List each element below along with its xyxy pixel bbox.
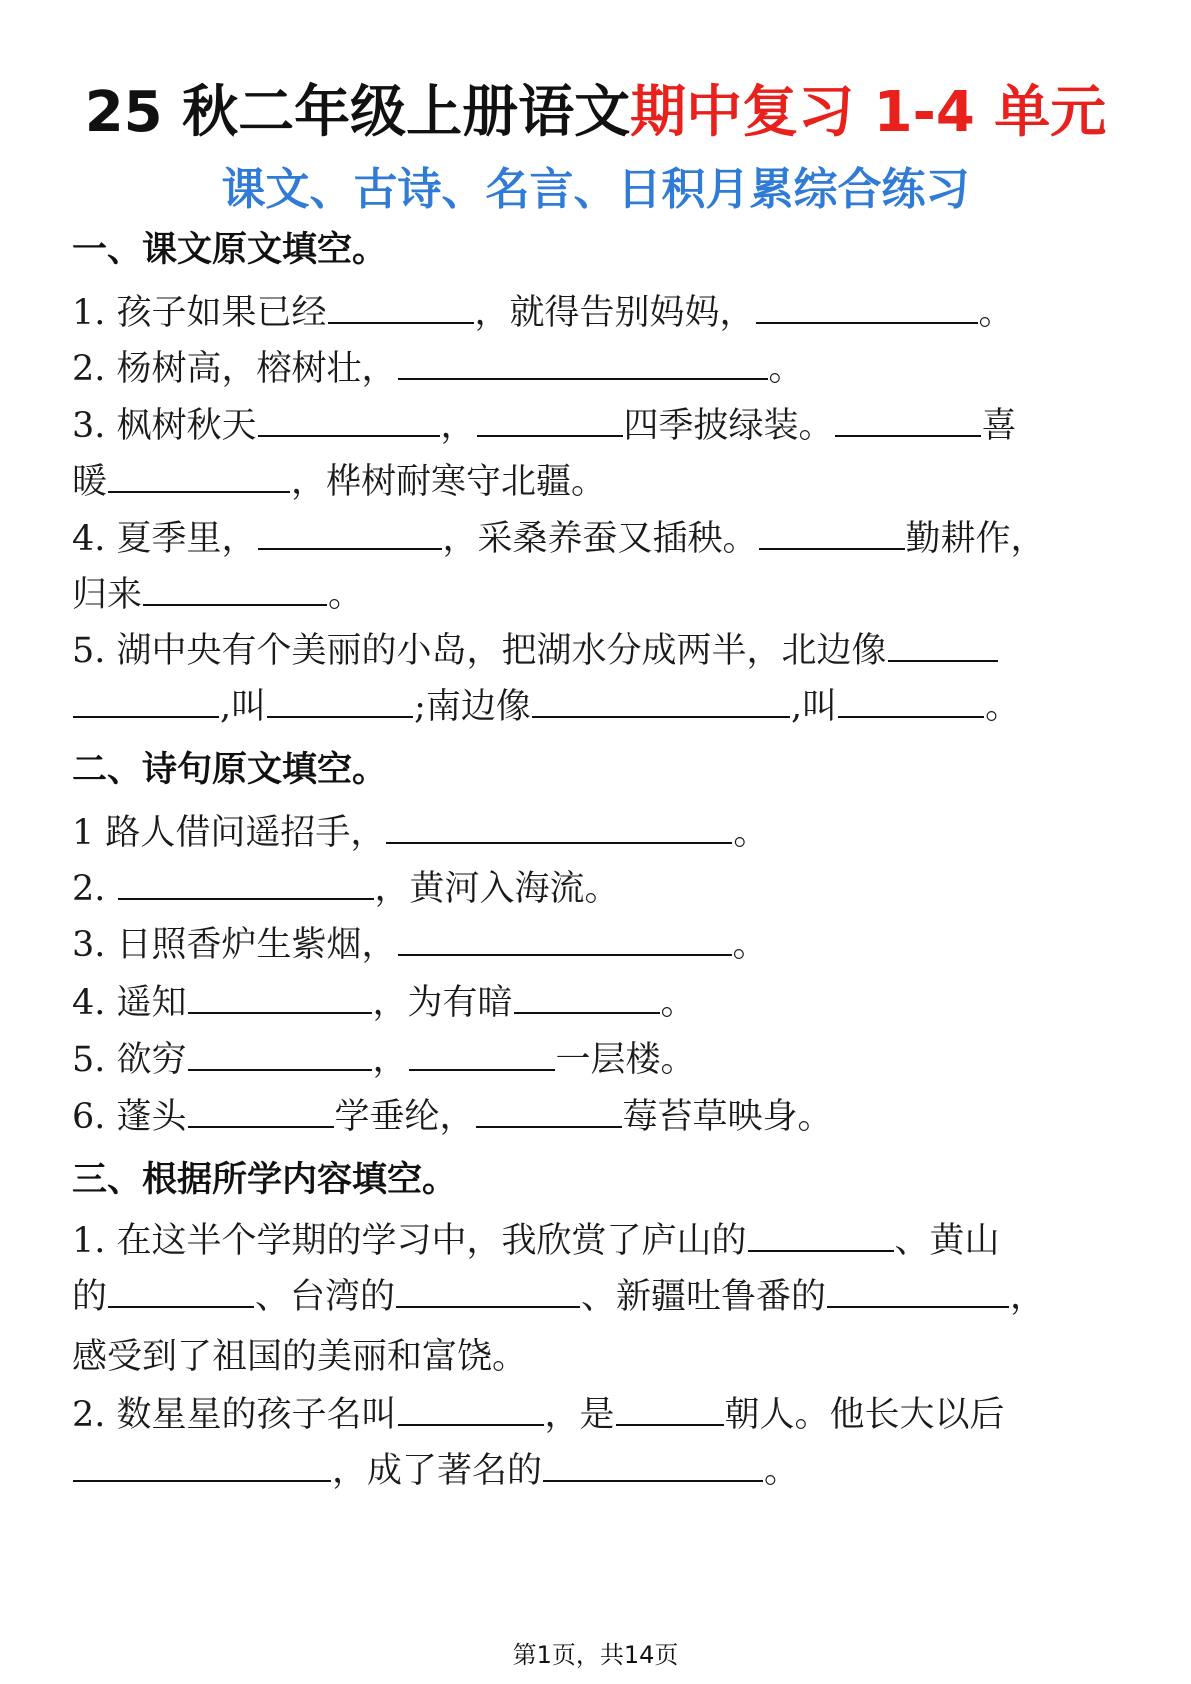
s1-question-1 (72, 290, 1014, 336)
answer-blank[interactable] (188, 1094, 334, 1128)
s1-question-4-line1 (72, 516, 1046, 562)
q-text: 。 (328, 575, 364, 615)
page-footer: 第1页，共14页 (512, 1641, 679, 1669)
s2-question-3 (72, 922, 768, 968)
q-text: ，采桑养蚕又插秧。 (442, 519, 758, 559)
q-text: ，黄河入海流。 (374, 869, 620, 909)
q-text: 。 (732, 925, 768, 965)
q-text: 4. 遥知 (72, 983, 187, 1023)
answer-blank[interactable] (188, 1037, 372, 1071)
q-text: 4. 夏季里， (72, 519, 257, 559)
q-text: 3. 日照香炉生紫烟， (72, 925, 397, 965)
answer-blank[interactable] (143, 572, 327, 606)
answer-blank[interactable] (748, 1218, 894, 1252)
answer-blank[interactable] (108, 459, 290, 493)
answer-blank[interactable] (827, 1274, 1009, 1308)
answer-blank[interactable] (476, 1094, 622, 1128)
answer-blank[interactable] (398, 1392, 544, 1426)
answer-blank[interactable] (477, 403, 623, 437)
answer-blank[interactable] (888, 628, 998, 662)
s1-question-5-line2 (72, 684, 1020, 730)
q-text: 。 (764, 1451, 800, 1491)
q-text: ,叫 (220, 687, 267, 727)
q-text: 5. 湖中央有个美丽的小岛，把湖水分成两半，北边像 (72, 631, 887, 671)
answer-blank[interactable] (108, 1274, 254, 1308)
answer-blank[interactable] (838, 684, 984, 718)
s1-question-4-line2 (72, 572, 363, 618)
title-black-part: 25 秋二年级上册语文 (84, 80, 631, 145)
section2-heading: 二、诗句原文填空。 (72, 750, 388, 790)
q-text: ，就得告别妈妈， (474, 293, 755, 333)
q-text: 喜 (981, 406, 1017, 446)
answer-blank[interactable] (398, 922, 732, 956)
q-text: 1. 孩子如果已经 (72, 293, 327, 333)
q-text: 学垂纶， (334, 1097, 475, 1137)
q-text: 归来 (72, 575, 143, 615)
q-text: 感受到了祖国的美丽和富饶。 (72, 1337, 528, 1377)
q-text: ，桦树耐寒守北疆。 (291, 462, 607, 502)
q-text: 。 (660, 983, 696, 1023)
q-text: 。 (768, 349, 804, 389)
s1-question-5-line1 (72, 628, 999, 674)
q-text: ， (372, 1040, 408, 1080)
q-text: 、黄山 (894, 1221, 1000, 1261)
page-title (0, 78, 1191, 148)
answer-blank[interactable] (258, 516, 442, 550)
answer-blank[interactable] (409, 1037, 555, 1071)
answer-blank[interactable] (73, 1448, 331, 1482)
s1-question-3-line2 (72, 459, 606, 505)
section1-heading: 一、课文原文填空。 (72, 230, 388, 270)
q-text: ,叫 (790, 687, 838, 727)
q-text: 2. 数星星的孩子名叫 (72, 1395, 397, 1435)
page-subtitle: 课文、古诗、名言、日积月累综合练习 (221, 164, 970, 215)
title-red-part: 期中复习 1-4 单元 (630, 80, 1107, 145)
section3-heading: 三、根据所学内容填空。 (72, 1160, 458, 1200)
q-text: ，为有暗 (372, 983, 513, 1023)
answer-blank[interactable] (328, 290, 474, 324)
answer-blank[interactable] (118, 866, 374, 900)
s3-question-1-line3 (72, 1334, 527, 1380)
q-text: ，是 (544, 1395, 615, 1435)
q-text: 一层楼。 (555, 1040, 696, 1080)
q-text: ， (1010, 1277, 1046, 1317)
answer-blank[interactable] (616, 1392, 724, 1426)
q-text: 四季披绿装。 (623, 406, 834, 446)
answer-blank[interactable] (267, 684, 413, 718)
answer-blank[interactable] (398, 346, 768, 380)
q-text: 1. 在这半个学期的学习中，我欣赏了庐山的 (72, 1221, 747, 1261)
s3-question-1-line2 (72, 1274, 1045, 1320)
q-text: ，成了著名的 (332, 1451, 543, 1491)
q-text: 3. 枫树秋天 (72, 406, 257, 446)
answer-blank[interactable] (532, 684, 790, 718)
s2-question-1 (72, 810, 768, 856)
s2-question-2 (72, 866, 620, 912)
s3-question-2-line1 (72, 1392, 1005, 1438)
q-text: 。 (985, 687, 1021, 727)
s1-question-2 (72, 346, 804, 392)
q-text: 5. 欲穷 (72, 1040, 187, 1080)
q-text: 。 (733, 813, 769, 853)
q-text: ;南边像 (414, 687, 531, 727)
answer-blank[interactable] (386, 810, 732, 844)
q-text: 2. (72, 869, 106, 909)
answer-blank[interactable] (756, 290, 978, 324)
q-text: 1 路人借问遥招手， (72, 813, 386, 853)
answer-blank[interactable] (188, 980, 372, 1014)
q-text: 暖 (72, 462, 108, 502)
answer-blank[interactable] (514, 980, 660, 1014)
s2-question-6 (72, 1094, 833, 1140)
q-text: 朝人。他长大以后 (724, 1395, 1005, 1435)
answer-blank[interactable] (73, 684, 219, 718)
q-text: 的 (72, 1277, 108, 1317)
q-text: 。 (978, 293, 1014, 333)
q-text: ， (440, 406, 476, 446)
s2-question-4 (72, 980, 696, 1026)
answer-blank[interactable] (258, 403, 440, 437)
q-text: 、新疆吐鲁番的 (581, 1277, 827, 1317)
q-text: 2. 杨树高，榕树壮， (72, 349, 397, 389)
answer-blank[interactable] (543, 1448, 763, 1482)
answer-blank[interactable] (835, 403, 981, 437)
s3-question-2-line2 (72, 1448, 799, 1494)
q-text: 莓苔草映身。 (622, 1097, 833, 1137)
s2-question-5 (72, 1037, 696, 1083)
s3-question-1-line1 (72, 1218, 1000, 1264)
q-text: 、台湾的 (255, 1277, 396, 1317)
q-text: 6. 蓬头 (72, 1097, 187, 1137)
q-text: 勤耕作， (905, 519, 1046, 559)
s1-question-3-line1 (72, 403, 1017, 449)
answer-blank[interactable] (396, 1274, 580, 1308)
answer-blank[interactable] (759, 516, 905, 550)
